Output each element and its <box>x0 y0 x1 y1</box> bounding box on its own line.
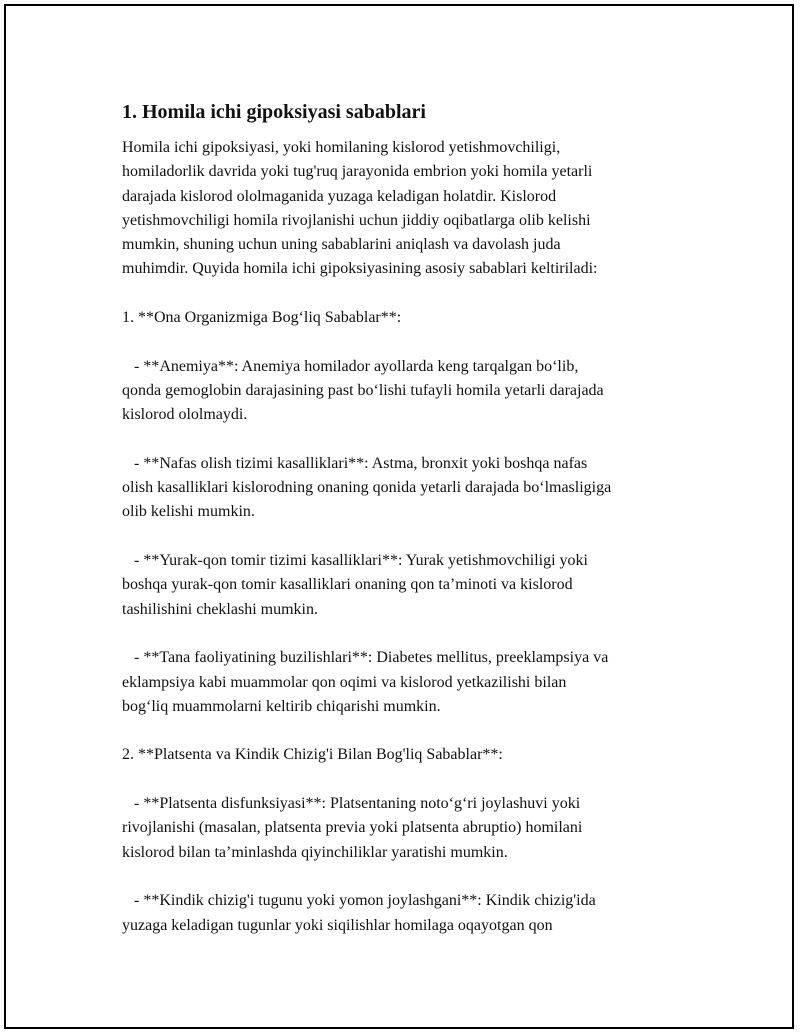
text-line: kislorod ololmaydi. <box>122 406 248 424</box>
text-line: tashilishini cheklashi mumkin. <box>122 600 318 618</box>
text-line: - **Nafas olish tizimi kasalliklari**: Astma, bronxit yoki boshqa nafas <box>122 454 588 472</box>
blank-line <box>122 330 702 354</box>
page-frame <box>4 4 794 1029</box>
blank-line <box>122 719 702 743</box>
text-line: kislorod bilan taʼminlashda qiyinchiliklar yaratishi mumkin. <box>122 843 508 861</box>
text-line: mumkin, shuning uchun uning sabablarini aniqlash va davolash juda <box>122 236 561 254</box>
text-line: olib kelishi mumkin. <box>122 503 255 521</box>
blank-line <box>122 865 702 889</box>
text-line: yetishmovchiligi homila rivojlanishi uchun jiddiy oqibatlarga olib kelishi <box>122 211 591 229</box>
text-line: - **Platsenta disfunksiyasi**: Platsentaning notoʻgʻri joylashuvi yoki <box>122 795 581 813</box>
text-line: darajada kislorod ololmaganida yuzaga keladigan holatdir. Kislorod <box>122 187 557 205</box>
text-line: - **Anemiya**: Anemiya homilador ayollarda keng tarqalgan boʻlib, <box>122 357 579 375</box>
text-line: boshqa yurak-qon tomir kasalliklari onaning qon taʼminoti va kislorod <box>122 576 573 594</box>
text-line: eklampsiya kabi muammolar qon oqimi va kislorod yetkazilishi bilan <box>122 673 567 691</box>
text-line: homiladorlik davrida yoki tug'ruq jarayonida embrion yoki homila yetarli <box>122 163 593 181</box>
blank-line <box>122 768 702 792</box>
text-line: bogʻliq muammolarni keltirib chiqarishi mumkin. <box>122 697 441 715</box>
text-line: qonda gemoglobin darajasining past boʻlishi tufayli homila yetarli darajada <box>122 381 604 399</box>
text-line: 2. **Platsenta va Kindik Chizig'i Bilan Bog'liq Sabablar**: <box>122 746 503 764</box>
text-line: olish kasalliklari kislorodning onaning qonida yetarli darajada boʻlmasligiga <box>122 479 612 497</box>
section-heading: 1. Homila ichi gipoksiyasi sabablari <box>122 101 426 123</box>
blank-line <box>122 622 702 646</box>
document-body <box>122 98 702 938</box>
text-line: - **Yurak-qon tomir tizimi kasalliklari**: Yurak yetishmovchiligi yoki <box>122 552 588 570</box>
text-line: 1. **Ona Organizmiga Bogʻliq Sabablar**: <box>122 309 402 327</box>
blank-line <box>122 282 702 306</box>
text-line: Homila ichi gipoksiyasi, yoki homilaning kislorod yetishmovchiligi, <box>122 139 561 156</box>
blank-line <box>122 525 702 549</box>
text-line: - **Tana faoliyatining buzilishlari**: Diabetes mellitus, preeklampsiya va <box>122 649 609 667</box>
blank-line <box>122 428 702 452</box>
text-line: yuzaga keladigan tugunlar yoki siqilishlar homilaga oqayotgan qon <box>122 916 553 934</box>
text-line: rivojlanishi (masalan, platsenta previa yoki platsenta abruptio) homilani <box>122 819 583 837</box>
text-line: - **Kindik chizig'i tugunu yoki yomon joylashgani**: Kindik chizig'ida <box>122 892 596 910</box>
text-line: muhimdir. Quyida homila ichi gipoksiyasining asosiy sabablari keltiriladi: <box>122 260 598 278</box>
